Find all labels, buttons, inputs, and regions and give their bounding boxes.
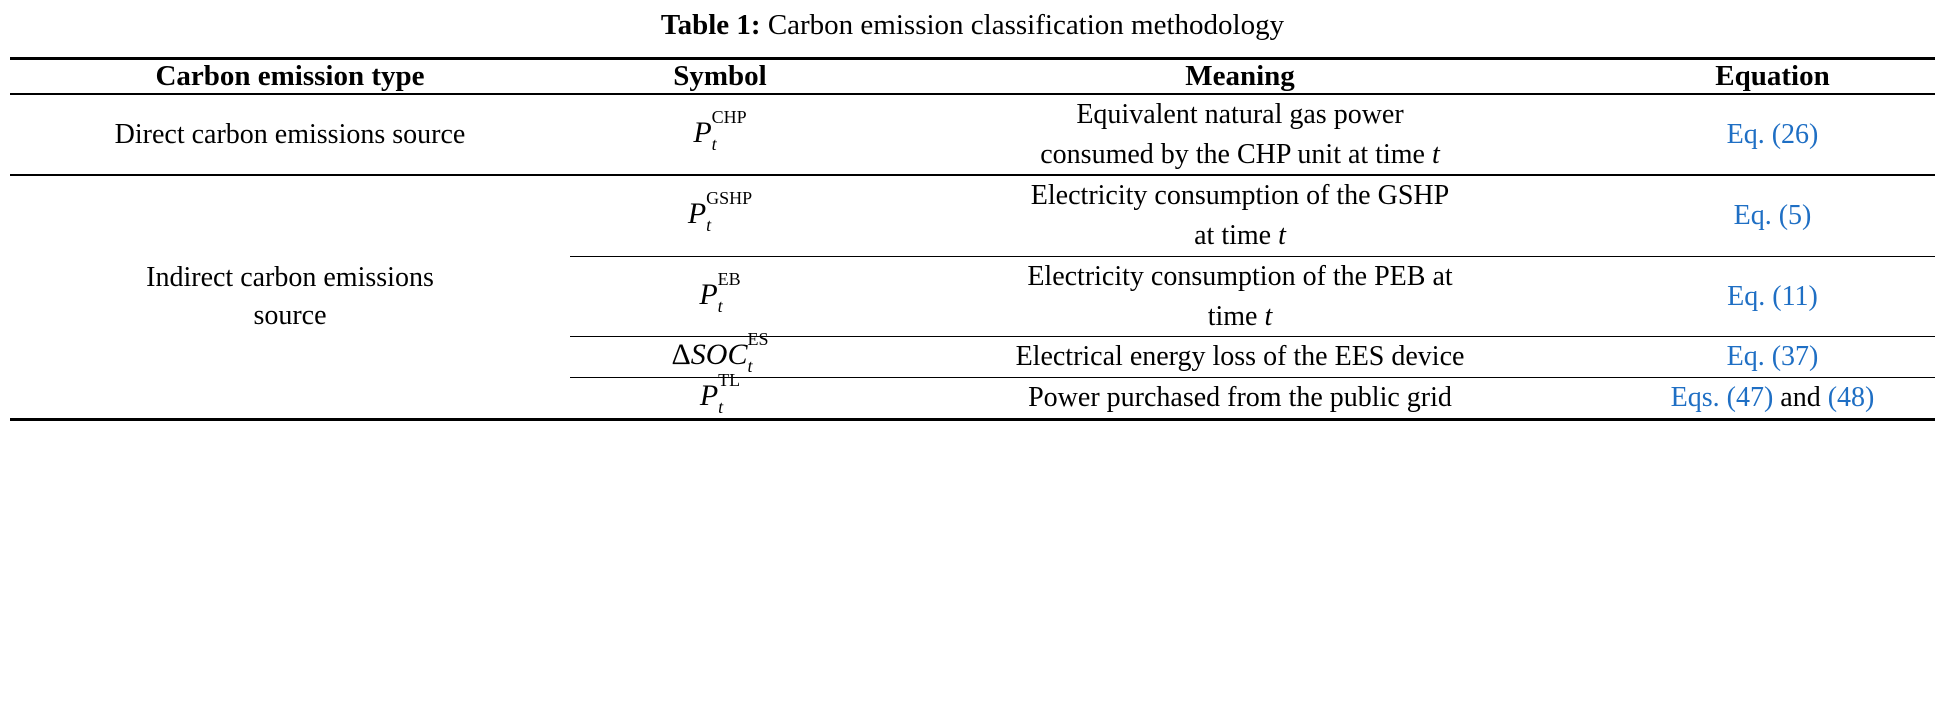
- row-type-indirect: Indirect carbon emissions source: [10, 175, 570, 419]
- row-symbol-gshp: [570, 175, 870, 256]
- row-symbol-eb: [570, 256, 870, 337]
- row-meaning-tl: Power purchased from the public grid: [870, 378, 1610, 420]
- table-header-row: [10, 58, 1935, 94]
- row-equation-soc[interactable]: Eq. (37): [1610, 337, 1935, 378]
- symbol-delta-soc-es: ΔSOC ES t: [671, 329, 769, 377]
- caption-label: Table 1:: [660, 9, 761, 41]
- table-row: [10, 175, 1935, 256]
- header-equation: Equation: [1610, 58, 1935, 94]
- table-head: [10, 58, 1935, 94]
- equation-link-48[interactable]: (48): [1827, 381, 1875, 413]
- header-meaning: Meaning: [870, 58, 1610, 94]
- row-equation-eb[interactable]: Eq. (11): [1610, 256, 1935, 337]
- row-meaning-soc: Electrical energy loss of the EES device: [870, 337, 1610, 378]
- carbon-emission-table: [10, 57, 1935, 421]
- row-equation-tl[interactable]: Eqs. (47) and (48): [1610, 378, 1935, 420]
- row-equation-chp[interactable]: Eq. (26): [1610, 94, 1935, 176]
- row-symbol-tl: [570, 370, 870, 420]
- symbol-p-eb: P EB t: [699, 268, 741, 316]
- symbol-p-tl: P TL t: [699, 370, 741, 418]
- caption-text: Carbon emission classification methodology: [767, 9, 1285, 41]
- table-caption: [10, 0, 1935, 57]
- row-symbol-chp: [570, 94, 870, 176]
- table-row: [10, 94, 1935, 176]
- row-meaning-gshp: Electricity consumption of the GSHP at time t: [870, 175, 1610, 256]
- symbol-p-chp: P CHP t: [693, 106, 747, 154]
- row-meaning-eb: Electricity consumption of the PEB at time t: [870, 256, 1610, 337]
- row-equation-gshp[interactable]: Eq. (5): [1610, 175, 1935, 256]
- symbol-p-gshp: P GSHP t: [687, 188, 753, 236]
- equation-link-47[interactable]: Eqs. (47): [1670, 381, 1774, 413]
- row-type-direct: Direct carbon emissions source: [10, 94, 570, 176]
- header-carbon-emission-type: Carbon emission type: [10, 58, 570, 94]
- header-symbol: Symbol: [570, 58, 870, 94]
- row-meaning-chp: Equivalent natural gas power consumed by the CHP unit at time t: [870, 94, 1610, 176]
- table-body: [10, 94, 1935, 420]
